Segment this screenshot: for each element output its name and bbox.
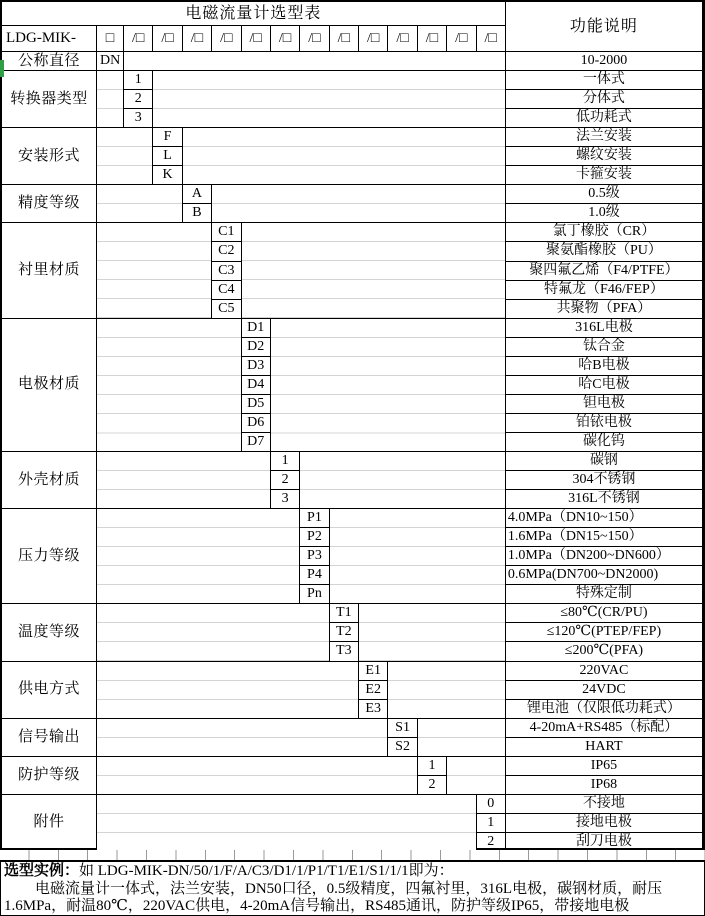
desc-cell: 特殊定制 [506, 585, 703, 604]
code-cell: 2 [418, 776, 447, 795]
blank-cell [97, 185, 183, 223]
model-slash-box: /□ [330, 26, 359, 52]
category-label: 压力等级 [2, 509, 97, 604]
desc-cell: 1.0级 [506, 204, 703, 223]
code-cell: C3 [212, 262, 241, 281]
blank-cell [300, 452, 506, 509]
model-slash-box: /□ [124, 26, 153, 52]
blank-cell [97, 719, 388, 757]
desc-cell: 分体式 [506, 90, 703, 109]
table-title: 电磁流量计选型表 [2, 2, 506, 26]
desc-cell: 1.0MPa（DN200~DN600） [506, 547, 703, 566]
category-label: 电极材质 [2, 319, 97, 452]
blank-cell [330, 509, 506, 604]
desc-cell: 0.5级 [506, 185, 703, 204]
code-cell: Pn [300, 585, 329, 604]
category-label: 信号输出 [2, 719, 97, 757]
desc-cell: 316L电极 [506, 319, 703, 338]
desc-cell: ≤80℃(CR/PU) [506, 604, 703, 623]
desc-cell: 特氟龙（F46/FEP） [506, 281, 703, 300]
model-slash-box: /□ [242, 26, 271, 52]
blank-cell [97, 452, 271, 509]
blank-cell [97, 71, 124, 128]
example-intro: 如 LDG-MIK-DN/50/1/F/A/C3/D1/1/P1/T1/E1/S1/1/1即为： [79, 863, 454, 879]
desc-cell: 刮刀电极 [506, 833, 703, 852]
code-cell: T1 [330, 604, 359, 623]
desc-cell: 钛合金 [506, 338, 703, 357]
blank-cell [242, 223, 506, 318]
code-cell: 2 [271, 471, 300, 490]
example-line-1 [4, 863, 701, 881]
desc-cell: 0.6MPa(DN700~DN2000) [506, 566, 703, 585]
desc-cell: 不接地 [506, 795, 703, 814]
desc-cell: 哈B电极 [506, 357, 703, 376]
desc-cell: 低功耗式 [506, 109, 703, 128]
model-prefix: LDG-MIK- [2, 26, 97, 52]
code-cell: P3 [300, 547, 329, 566]
desc-cell: IP68 [506, 776, 703, 795]
code-cell: P1 [300, 509, 329, 528]
desc-cell: ≤200℃(PFA) [506, 642, 703, 661]
example-line-2: 电磁流量计一体式，法兰安装，DN50口径，0.5级精度，四氟衬里，316L电极，碳钢材质，耐压 [35, 880, 663, 897]
desc-cell: 螺纹安装 [506, 147, 703, 166]
desc-cell: 法兰安装 [506, 128, 703, 147]
example-block [0, 860, 705, 916]
desc-cell: 10-2000 [506, 52, 703, 71]
blank-cell [124, 52, 506, 71]
code-cell: DN [97, 52, 124, 71]
code-cell: 2 [477, 833, 506, 852]
model-slash-box: /□ [153, 26, 182, 52]
desc-cell: 聚四氟乙烯（F4/PTFE） [506, 262, 703, 281]
model-slash-box: /□ [271, 26, 300, 52]
example-label: 选型实例： [4, 863, 80, 879]
desc-cell: 氯丁橡胶（CR） [506, 223, 703, 242]
code-cell: 3 [124, 109, 153, 128]
code-cell: P4 [300, 566, 329, 585]
code-cell: 0 [477, 795, 506, 814]
code-cell: L [153, 147, 182, 166]
desc-cell: 4-20mA+RS485（标配） [506, 719, 703, 738]
desc-cell: 24VDC [506, 681, 703, 700]
model-slash-box: /□ [183, 26, 212, 52]
code-cell: P2 [300, 528, 329, 547]
category-label: 防护等级 [2, 757, 97, 795]
blank-cell [212, 185, 506, 223]
desc-cell: 碳化钨 [506, 433, 703, 452]
blank-cell [418, 719, 506, 757]
function-column-header: 功能说明 [506, 2, 703, 52]
code-cell: A [183, 185, 212, 204]
desc-cell: 卡箍安装 [506, 166, 703, 185]
code-cell: C1 [212, 223, 241, 242]
code-cell: D5 [242, 395, 271, 414]
desc-cell: 哈C电极 [506, 376, 703, 395]
code-cell: D6 [242, 414, 271, 433]
desc-cell: 铂铱电极 [506, 414, 703, 433]
code-cell: 3 [271, 490, 300, 509]
code-cell: D3 [242, 357, 271, 376]
code-cell: C2 [212, 242, 241, 261]
model-box: □ [97, 26, 124, 52]
code-cell: D7 [242, 433, 271, 452]
blank-cell [97, 223, 212, 318]
model-slash-box: /□ [300, 26, 329, 52]
blank-cell [97, 319, 242, 452]
desc-cell: 碳钢 [506, 452, 703, 471]
model-slash-box: /□ [212, 26, 241, 52]
code-cell: K [153, 166, 182, 185]
blank-cell [153, 71, 506, 128]
code-cell: D1 [242, 319, 271, 338]
blank-cell [97, 128, 153, 185]
desc-cell: 4.0MPa（DN10~150） [506, 509, 703, 528]
code-cell: S1 [388, 719, 417, 738]
code-cell: E3 [359, 700, 388, 719]
model-slash-box: /□ [477, 26, 506, 52]
spreadsheet-grid-strip [0, 850, 705, 860]
category-label: 公称直径 [2, 52, 97, 71]
code-cell: E2 [359, 681, 388, 700]
desc-cell: 聚氨酯橡胶（PU） [506, 242, 703, 261]
blank-cell [388, 662, 506, 719]
category-label: 精度等级 [2, 185, 97, 223]
desc-cell: HART [506, 738, 703, 757]
code-cell: T2 [330, 623, 359, 642]
blank-cell [97, 604, 330, 661]
desc-cell: 220VAC [506, 662, 703, 681]
desc-cell: 共聚物（PFA） [506, 300, 703, 319]
desc-cell: 316L不锈钢 [506, 490, 703, 509]
code-cell: 1 [418, 757, 447, 776]
category-label: 衬里材质 [2, 223, 97, 318]
code-cell: 2 [124, 90, 153, 109]
desc-cell: 304不锈钢 [506, 471, 703, 490]
category-label: 安装形式 [2, 128, 97, 185]
code-cell: C5 [212, 300, 241, 319]
model-slash-box: /□ [359, 26, 388, 52]
code-cell: F [153, 128, 182, 147]
code-cell: D2 [242, 338, 271, 357]
code-cell: 1 [271, 452, 300, 471]
category-label: 转换器类型 [2, 71, 97, 128]
code-cell: S2 [388, 738, 417, 757]
model-slash-box: /□ [388, 26, 417, 52]
blank-cell [271, 319, 506, 452]
blank-cell [183, 128, 506, 185]
code-cell: E1 [359, 662, 388, 681]
model-slash-box: /□ [447, 26, 476, 52]
category-label: 供电方式 [2, 662, 97, 719]
desc-cell: 一体式 [506, 71, 703, 90]
code-cell: T3 [330, 642, 359, 661]
example-line-3: 1.6MPa，耐温80℃，220VAC供电，4-20mA信号输出，RS485通讯，防护等级IP65，带接地电极 [4, 898, 630, 914]
desc-cell: ≤120℃(PTEP/FEP) [506, 623, 703, 642]
desc-cell: 接地电极 [506, 814, 703, 833]
blank-cell [359, 604, 506, 661]
code-cell: C4 [212, 281, 241, 300]
blank-cell [97, 662, 359, 719]
code-cell: 1 [124, 71, 153, 90]
category-label: 外壳材质 [2, 452, 97, 509]
category-label: 附件 [2, 795, 97, 852]
blank-cell [97, 509, 300, 604]
desc-cell: 1.6MPa（DN15~150） [506, 528, 703, 547]
code-cell: 1 [477, 814, 506, 833]
category-label: 温度等级 [2, 604, 97, 661]
blank-cell [447, 757, 506, 795]
desc-cell: 钽电极 [506, 395, 703, 414]
blank-cell [97, 795, 477, 852]
desc-cell: IP65 [506, 757, 703, 776]
model-slash-box: /□ [418, 26, 447, 52]
code-cell: D4 [242, 376, 271, 395]
blank-cell [97, 757, 418, 795]
code-cell: B [183, 204, 212, 223]
green-marker [0, 60, 4, 77]
desc-cell: 锂电池（仅限低功耗式） [506, 700, 703, 719]
